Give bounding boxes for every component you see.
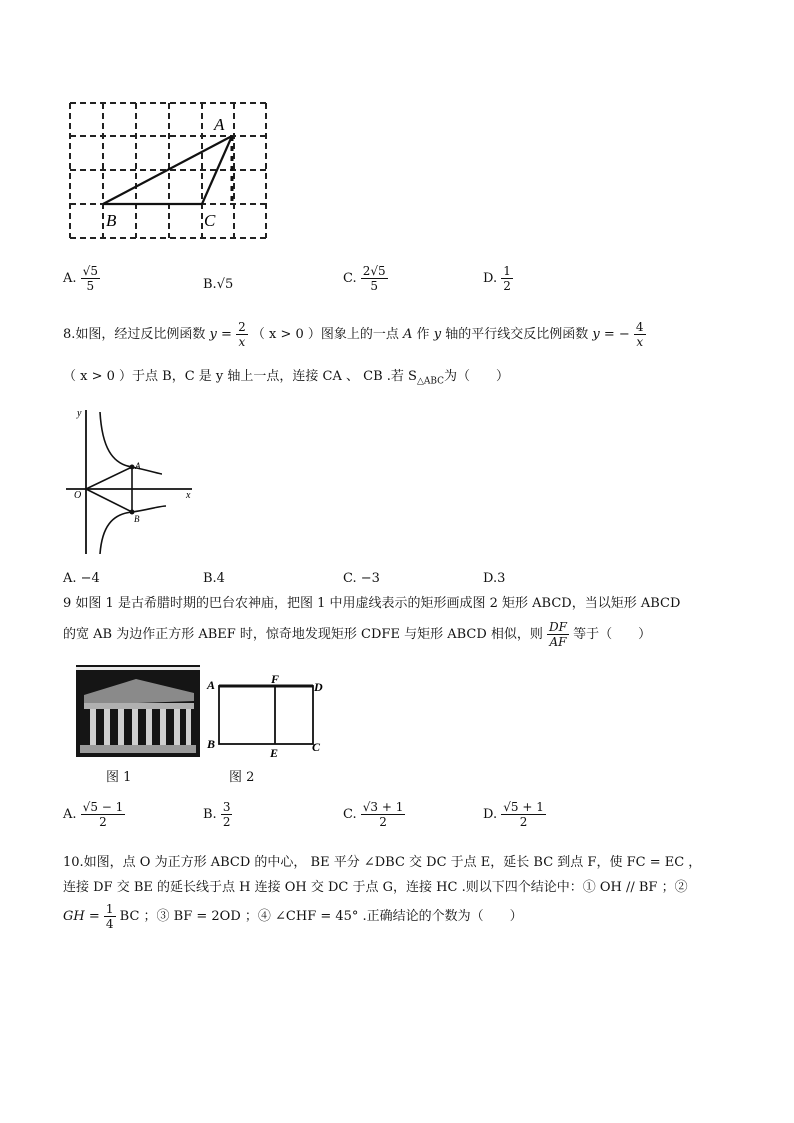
figure-1-caption: 图 1 [106, 770, 132, 785]
q8-line-2: （ x > 0 ）于点 B，C 是 y 轴上一点，连接 CA 、 CB .若 $S_{\triangle ABC}$为（ ） [63, 369, 510, 387]
q8-line-1: 8.如图，经过反比例函数 y = $\frac{2}{x}$ （ x > 0 ）图象上的一点 A 作 y 轴的平行线交反比例函数 y = − $\frac{4}{x}$ [63, 320, 644, 349]
q9-option-a[interactable]: A. $\frac{√5 - 1}{2}$ [63, 800, 124, 829]
q8-option-a[interactable]: A. −4 [63, 571, 100, 586]
option-a-numerator: √5 [82, 264, 98, 278]
q9-line-1: 9 如图 1 是古希腊时期的巴台农神庙，把图 1 中用虚线表示的矩形画成图 2 矩形 ABCD，当以矩形 ABCD [63, 596, 681, 611]
q9-option-c[interactable]: C. $\frac{√3 + 1}{2}$ [343, 800, 404, 829]
origin-label: O [74, 490, 82, 501]
q8-option-b[interactable]: B.4 [203, 571, 225, 586]
parthenon-photo [76, 665, 200, 757]
segment-ca [86, 467, 132, 489]
q10-line-3: GH = $\frac{1}{4}$ BC ；③ BF = 2OD ；④ ∠CHF = 45° .正确结论的个数为（ ） [63, 902, 523, 931]
q8-fraction-2-over-x: $\frac{2}{x}$ [238, 320, 246, 349]
q7-grid-figure [66, 100, 272, 242]
option-c-numerator: 2√5 [362, 264, 386, 278]
q9-option-d[interactable]: D. $\frac{√5 + 1}{2}$ [483, 800, 544, 829]
point-c-label: C [204, 211, 216, 230]
option-b-value: √5 [216, 277, 234, 292]
rect-label-e: E [270, 746, 279, 760]
q7-option-d[interactable]: D. $\frac{1}{2}$ [483, 264, 511, 293]
segment-cb [86, 489, 132, 512]
q7-option-c[interactable]: C. $\frac{2√5}{5}$ [343, 264, 386, 293]
q8-fraction-4-over-x: $\frac{4}{x}$ [635, 320, 644, 349]
rect-label-f: F [271, 672, 280, 686]
q10-fraction-one-quarter: $\frac{1}{4}$ [105, 902, 114, 931]
graph-point-b-label: B [134, 514, 140, 524]
point-a-label: A [214, 115, 225, 134]
q9-rectangle-figure [204, 672, 334, 760]
x-axis-label: x [186, 490, 191, 501]
parthenon-illustration [76, 665, 200, 757]
q8-option-d[interactable]: D.3 [483, 571, 506, 586]
rect-label-d: D [314, 680, 323, 694]
point-b-label: B [106, 211, 117, 230]
q8-hyperbola-graph [62, 402, 198, 557]
q9-ratio-df-af: $\frac{DF}{AF}$ [549, 620, 567, 649]
y-axis-label: y [77, 408, 82, 419]
rect-label-c: C [312, 740, 321, 754]
figure-2-caption: 图 2 [229, 770, 255, 785]
rectangle-abcd [219, 686, 313, 744]
rect-label-a: A [207, 678, 216, 692]
option-d-numerator: 1 [503, 264, 511, 278]
q8-option-c[interactable]: C. −3 [343, 571, 380, 586]
q7-option-b[interactable]: B.√5 [203, 277, 234, 292]
q10-line-1: 10.如图，点 O 为正方形 ABCD 的中心， BE 平分 ∠DBC 交 DC 于点 E，延长 BC 到点 F，使 FC = EC ， [63, 855, 702, 870]
q7-option-a[interactable]: A. $\frac{√5}{5}$ [63, 264, 98, 293]
point-a [130, 465, 135, 470]
q9-option-b[interactable]: B. $\frac{3}{2}$ [203, 800, 231, 829]
option-c-denominator: 5 [370, 279, 379, 293]
option-d-denominator: 2 [503, 279, 511, 293]
rect-label-b: B [207, 737, 216, 751]
option-a-denominator: 5 [86, 279, 95, 293]
q9-line-2: 的宽 AB 为边作正方形 ABEF 时，惊奇地发现矩形 CDFE 与矩形 ABCD 相似，则 $\frac{DF}{AF}$ 等于（ ） [63, 620, 652, 649]
graph-point-a-label: A [135, 461, 141, 471]
curve-y-2-over-x [100, 412, 162, 474]
q10-line-2: 连接 DF 交 BE 的延长线于点 H 连接 OH 交 DC 于点 G，连接 HC .则以下四个结论中：① OH // BF ；② [63, 880, 688, 895]
